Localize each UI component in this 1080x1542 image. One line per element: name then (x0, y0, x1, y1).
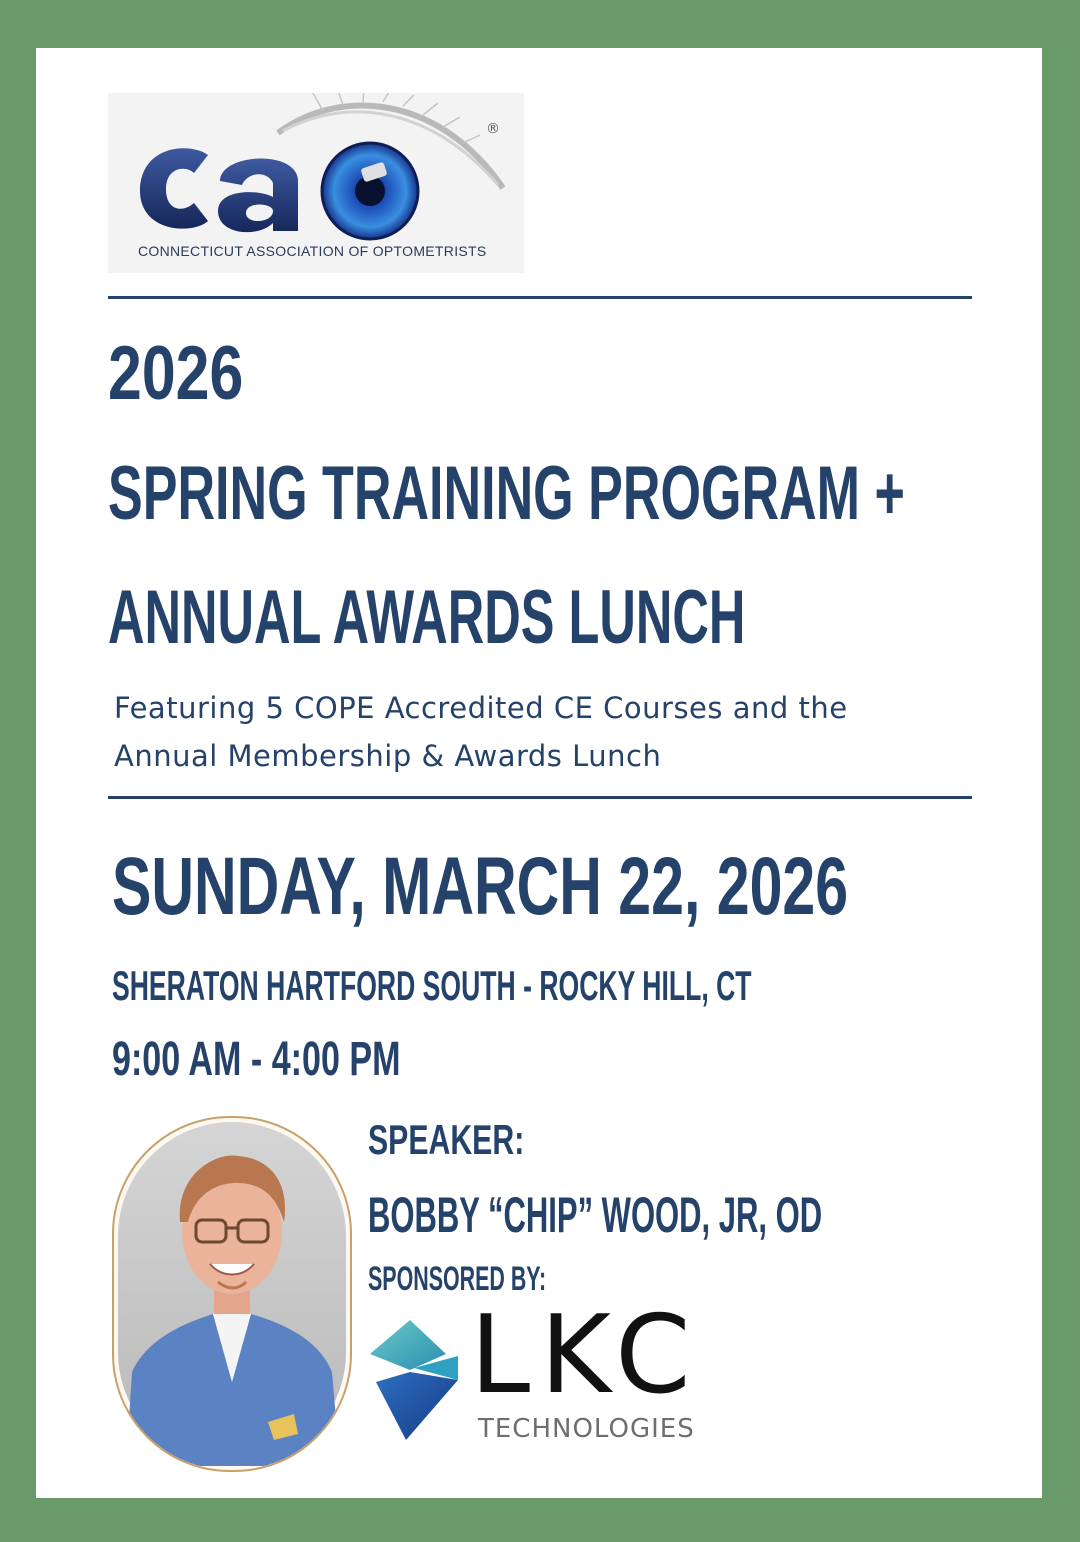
speaker-photo (112, 1116, 352, 1472)
event-subtitle (114, 684, 974, 780)
cao-logo (108, 93, 524, 273)
subtitle-line1: Featuring 5 COPE Accredited CE Courses and the (114, 691, 848, 725)
event-date: SUNDAY, MARCH 22, 2026 (112, 841, 849, 932)
lkc-wordmark: LKC (470, 1293, 701, 1418)
registered-mark: ® (486, 121, 500, 137)
event-title-line1: SPRING TRAINING PROGRAM + (108, 451, 905, 536)
event-title-line2: ANNUAL AWARDS LUNCH (108, 575, 746, 660)
flyer-card (36, 48, 1042, 1498)
event-time: 9:00 AM - 4:00 PM (112, 1033, 401, 1086)
lkc-subtext: TECHNOLOGIES (478, 1414, 695, 1444)
event-venue: SHERATON HARTFORD SOUTH - ROCKY HILL, CT (112, 962, 752, 1009)
speaker-name: BOBBY “CHIP” WOOD, JR, OD (368, 1187, 823, 1243)
speaker-label: SPEAKER: (368, 1116, 525, 1163)
subtitle-line2: Annual Membership & Awards Lunch (114, 739, 662, 773)
middle-divider (108, 796, 972, 799)
event-year: 2026 (108, 331, 244, 416)
speaker-portrait (118, 1122, 346, 1466)
lkc-logo (366, 1293, 766, 1455)
top-divider (108, 296, 972, 299)
logo-caption: CONNECTICUT ASSOCIATION OF OPTOMETRISTS (138, 243, 487, 259)
sponsor-label: SPONSORED BY: (368, 1260, 547, 1298)
